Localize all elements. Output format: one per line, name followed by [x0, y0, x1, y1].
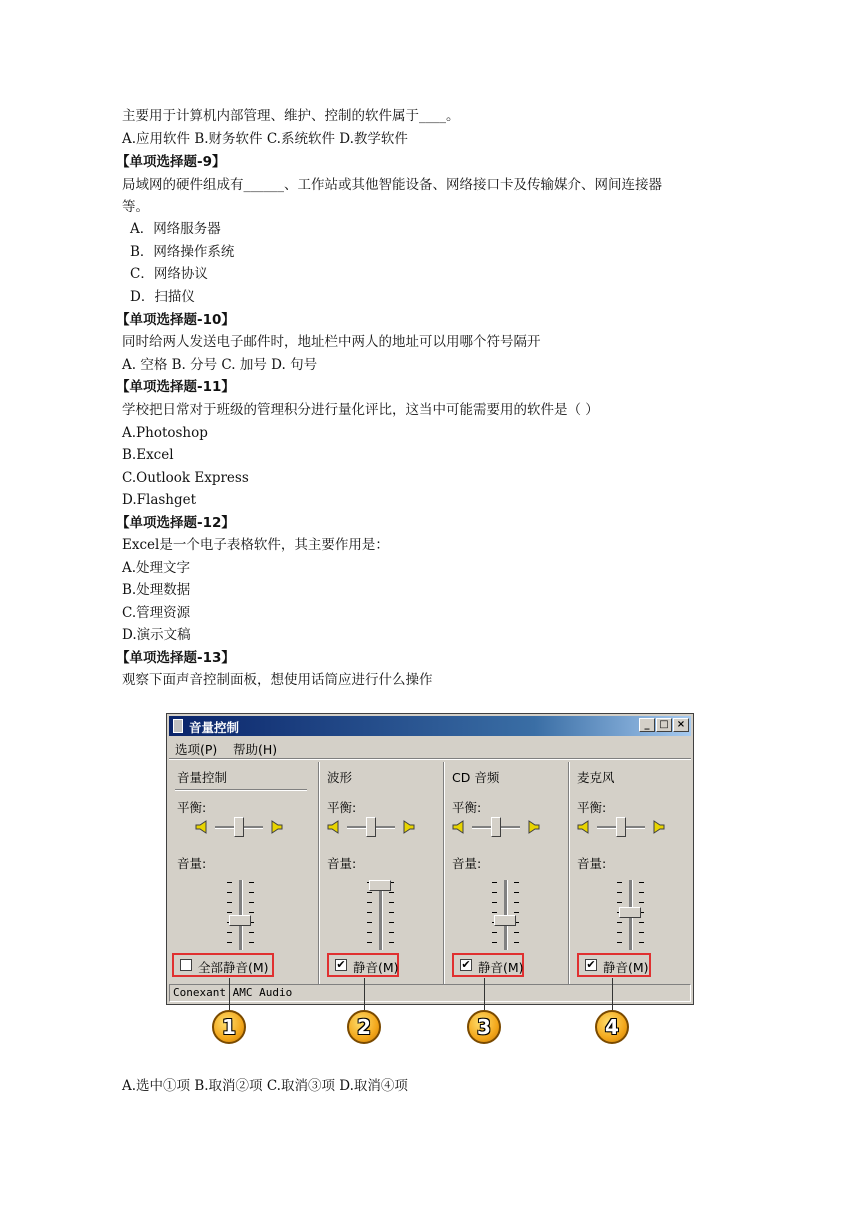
speaker-left-icon [577, 820, 589, 834]
q8-options: A.应用软件 B.财务软件 C.系统软件 D.教学软件 [122, 131, 408, 147]
volume-label: 音量: [177, 856, 207, 871]
q9-option-a: A．网络服务器 [130, 221, 221, 237]
q10-heading: 【单项选择题-10】 [116, 312, 235, 328]
q12-option-b: B.处理数据 [122, 582, 191, 598]
channel-title: 音量控制 [177, 770, 228, 785]
callout-line [364, 978, 365, 1010]
q9-heading: 【单项选择题-9】 [116, 154, 226, 170]
callout-badge: 1 [212, 1010, 246, 1044]
window-title: 音量控制 [189, 720, 240, 735]
channel-divider [318, 762, 320, 984]
callout-badge: 2 [347, 1010, 381, 1044]
balance-label: 平衡: [177, 800, 207, 815]
q11-option-d: D.Flashget [122, 492, 197, 508]
balance-slider-thumb[interactable] [491, 817, 501, 837]
q9-stem-line1: 局域网的硬件组成有______、工作站或其他智能设备、网络接口卡及传输媒介、网间连接器 [122, 177, 662, 193]
mute-label: 全部静音(M) [198, 960, 269, 975]
close-button[interactable]: × [673, 718, 689, 732]
maximize-button[interactable]: □ [656, 718, 672, 732]
q11-heading: 【单项选择题-11】 [116, 379, 235, 395]
mute-highlight [577, 953, 651, 977]
volume-ticks [389, 882, 395, 952]
volume-label: 音量: [327, 856, 357, 871]
volume-control-window [166, 713, 694, 1005]
channel-strip [444, 762, 569, 984]
q10-options: A. 空格 B. 分号 C. 加号 D. 句号 [122, 357, 318, 373]
channel-title: CD 音频 [452, 770, 500, 785]
app-icon [173, 719, 183, 733]
q9-option-c: C．网络协议 [130, 266, 208, 282]
title-bar [169, 716, 691, 736]
balance-label: 平衡: [327, 800, 357, 815]
q11-option-c: C.Outlook Express [122, 470, 249, 486]
speaker-left-icon [327, 820, 339, 834]
balance-label: 平衡: [577, 800, 607, 815]
speaker-right-icon [271, 820, 283, 834]
speaker-left-icon [452, 820, 464, 834]
balance-slider-thumb[interactable] [616, 817, 626, 837]
balance-label: 平衡: [452, 800, 482, 815]
speaker-right-icon [528, 820, 540, 834]
mute-checkbox[interactable]: ✔ [586, 958, 596, 971]
speaker-left-icon [195, 820, 207, 834]
q9-option-d: D．扫描仪 [130, 289, 195, 305]
mute-checkbox[interactable] [180, 959, 192, 971]
q9-stem-line2: 等。 [122, 199, 149, 215]
menu-bar [169, 738, 691, 758]
q12-option-a: A.处理文字 [122, 560, 191, 576]
q9-option-b: B．网络操作系统 [130, 244, 235, 260]
q12-heading: 【单项选择题-12】 [116, 515, 235, 531]
callout-line [229, 978, 230, 1010]
q13-stem: 观察下面声音控制面板，想使用话筒应进行什么操作 [122, 672, 433, 688]
channel-divider [443, 762, 445, 984]
volume-label: 音量: [577, 856, 607, 871]
q12-stem: Excel是一个电子表格软件，其主要作用是： [122, 537, 389, 553]
q13-options: A.选中①项 B.取消②项 C.取消③项 D.取消④项 [122, 1078, 408, 1094]
q12-option-d: D.演示文稿 [122, 627, 191, 643]
callout-line [484, 978, 485, 1010]
callout-badge: 3 [467, 1010, 501, 1044]
q10-stem: 同时给两人发送电子邮件时，地址栏中两人的地址可以用哪个符号隔开 [122, 334, 541, 350]
volume-slider-thumb[interactable] [229, 915, 251, 926]
q12-option-c: C.管理资源 [122, 605, 191, 621]
menu-divider [169, 758, 691, 760]
channel-strip [169, 762, 319, 984]
mute-highlight [327, 953, 399, 977]
q13-heading: 【单项选择题-13】 [116, 650, 235, 666]
q11-stem: 学校把日常对于班级的管理积分进行量化评比，这当中可能需要用的软件是（ ） [122, 402, 599, 418]
channel-strip [569, 762, 691, 984]
volume-slider-thumb[interactable] [494, 915, 516, 926]
mute-label: 静音(M) [603, 960, 649, 975]
mute-checkbox[interactable]: ✔ [461, 958, 471, 971]
volume-slider-thumb[interactable] [369, 880, 391, 891]
mute-label: 静音(M) [353, 960, 399, 975]
speaker-right-icon [403, 820, 415, 834]
channel-title-divider [175, 789, 307, 791]
speaker-right-icon [653, 820, 665, 834]
q11-option-a: A.Photoshop [122, 425, 208, 441]
balance-slider-thumb[interactable] [366, 817, 376, 837]
minimize-button[interactable]: _ [639, 718, 655, 732]
channel-title: 波形 [327, 770, 353, 785]
callout-line [612, 978, 613, 1010]
mute-highlight [172, 953, 274, 977]
q11-option-b: B.Excel [122, 447, 174, 463]
volume-label: 音量: [452, 856, 482, 871]
mute-label: 静音(M) [478, 960, 524, 975]
volume-slider-thumb[interactable] [619, 907, 641, 918]
menu-help[interactable]: 帮助(H) [233, 742, 278, 757]
mute-highlight [452, 953, 524, 977]
callout-badge: 4 [595, 1010, 629, 1044]
q8-stem: 主要用于计算机内部管理、维护、控制的软件属于____。 [122, 108, 460, 124]
balance-slider-thumb[interactable] [234, 817, 244, 837]
volume-ticks [367, 882, 373, 952]
channel-strip [319, 762, 444, 984]
mute-checkbox[interactable]: ✔ [336, 958, 346, 971]
channel-title: 麦克风 [577, 770, 615, 785]
status-bar: Conexant AMC Audio [169, 984, 691, 1002]
channel-divider [568, 762, 570, 984]
menu-options[interactable]: 选项(P) [175, 742, 218, 757]
